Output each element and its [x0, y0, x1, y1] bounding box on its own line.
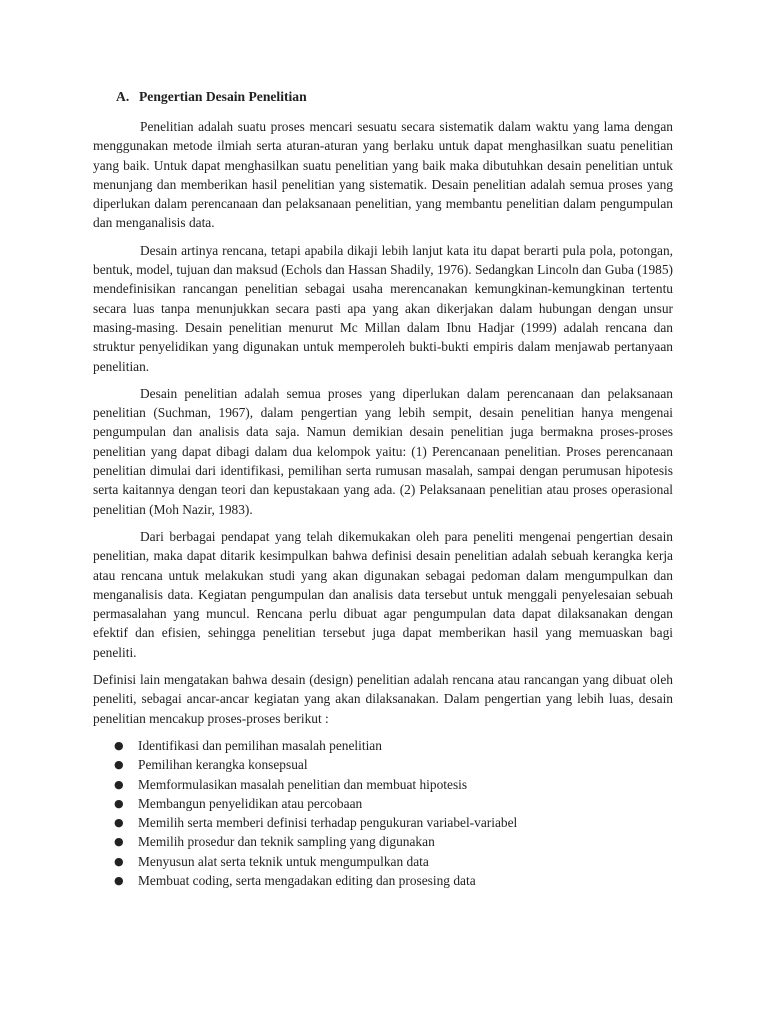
list-item-text: Membangun penyelidikan atau percobaan [138, 795, 363, 811]
paragraph-4: Dari berbagai pendapat yang telah dikemukakan oleh para peneliti mengenai pengertian desain penelitian, maka dapat ditarik kesimpulkan bahwa definisi desain penelitian adalah sebuah kerangka kerja atau rencana untuk melakukan studi yang akan digunakan sebagai pedoman dalam mengumpulkan dan menganalisis data. Kegiatan pengumpulan dan analisis data tersebut untuk menggali penyelesaian sebuah permasalahan yang muncul. Rencana perlu dibuat agar pengumpulan data dapat dilaksanakan dengan efektif dan efisien, sehingga penelitian tersebut juga dapat memberikan hasil yang memuaskan bagi peneliti. [93, 528, 673, 660]
paragraph-3: Desain penelitian adalah semua proses yang diperlukan dalam perencanaan dan pelaksanaan penelitian (Suchman, 1967), dalam pengertian yang lebih sempit, desain penelitian hanya mengenai pengumpulan dan analisis data saja. Namun demikian desain penelitian juga bermakna proses-proses penelitian yang dapat dibagi dalam dua kelompok yaitu: (1) Perencanaan penelitian. Proses perencanaan penelitian dimulai dari identifikasi, pemilihan serta rumusan masalah, sampai dengan perumusan hipotesis serta kaitannya dengan teori dan kepustakaan yang ada. (2) Pelaksanaan penelitian atau proses operasional penelitian (Moh Nazir, 1983). [93, 385, 673, 517]
section-heading [116, 87, 307, 106]
list-item [93, 832, 673, 851]
list-item-text: Membuat coding, serta mengadakan editing dan prosesing data [138, 872, 476, 888]
list-item-text: Memilih prosedur dan teknik sampling yang digunakan [138, 834, 435, 850]
list-item [93, 813, 673, 832]
paragraph-5: Definisi lain mengatakan bahwa desain (design) penelitian adalah rencana atau rancangan yang dibuat oleh peneliti, sebagai ancar-ancar kegiatan yang akan dilaksanakan. Dalam pengertian yang lebih luas, desain penelitian mencakup proses-proses berikut : [93, 672, 673, 726]
list-item [93, 871, 673, 890]
bullet-icon: ● [114, 835, 124, 849]
bullet-icon: ● [114, 796, 124, 810]
bullet-icon: ● [114, 854, 124, 868]
list-item [93, 755, 673, 774]
document-body [93, 117, 673, 890]
section-number: A. [116, 89, 130, 104]
list-item-text: Memformulasikan masalah penelitian dan membuat hipotesis [138, 776, 468, 792]
bullet-icon: ● [114, 758, 124, 772]
section-title: Pengertian Desain Penelitian [139, 89, 307, 104]
bullet-icon: ● [114, 738, 124, 752]
list-item-text: Pemilihan kerangka konsepsual [138, 757, 308, 773]
list-item [93, 852, 673, 871]
bullet-icon: ● [114, 816, 124, 830]
bullet-list [93, 736, 673, 890]
list-item [93, 794, 673, 813]
list-item-text: Identifikasi dan pemilihan masalah penelitian [138, 737, 382, 753]
paragraph-2: Desain artinya rencana, tetapi apabila dikaji lebih lanjut kata itu dapat berarti pula pola, potongan, bentuk, model, tujuan dan maksud (Echols dan Hassan Shadily, 1976). Sedangkan Lincoln dan Guba (1985) mendefinisikan rancangan penelitian sebagai usaha merencanakan kemungkinan-kemungkinan tertentu secara luas tanpa menunjukkan secara pasti apa yang akan dikerjakan dalam hubungan dengan unsur masing-masing. Desain penelitian menurut Mc Millan dalam Ibnu Hadjar (1999) adalah rencana dan struktur penyelidikan yang digunakan untuk memperoleh bukti-bukti empiris dalam menjawab pertanyaan penelitian. [93, 242, 673, 374]
paragraph-1: Penelitian adalah suatu proses mencari sesuatu secara sistematik dalam waktu yang lama dengan menggunakan metode ilmiah serta aturan-aturan yang berlaku untuk dapat menghasilkan suatu penelitian yang baik. Untuk dapat menghasilkan suatu penelitian yang baik maka dibutuhkan desain penelitian untuk menunjang dan memberikan hasil penelitian yang sistematik. Desain penelitian adalah semua proses yang diperlukan dalam perencanaan dan pelaksanaan penelitian, yang membantu penelitian dalam pengumpulan dan menganalisis data. [93, 119, 673, 231]
list-item [93, 775, 673, 794]
bullet-icon: ● [114, 873, 124, 887]
list-item-text: Memilih serta memberi definisi terhadap pengukuran variabel-variabel [138, 815, 518, 831]
list-item-text: Menyusun alat serta teknik untuk mengumpulkan data [138, 853, 429, 869]
bullet-icon: ● [114, 777, 124, 791]
list-item [93, 736, 673, 755]
